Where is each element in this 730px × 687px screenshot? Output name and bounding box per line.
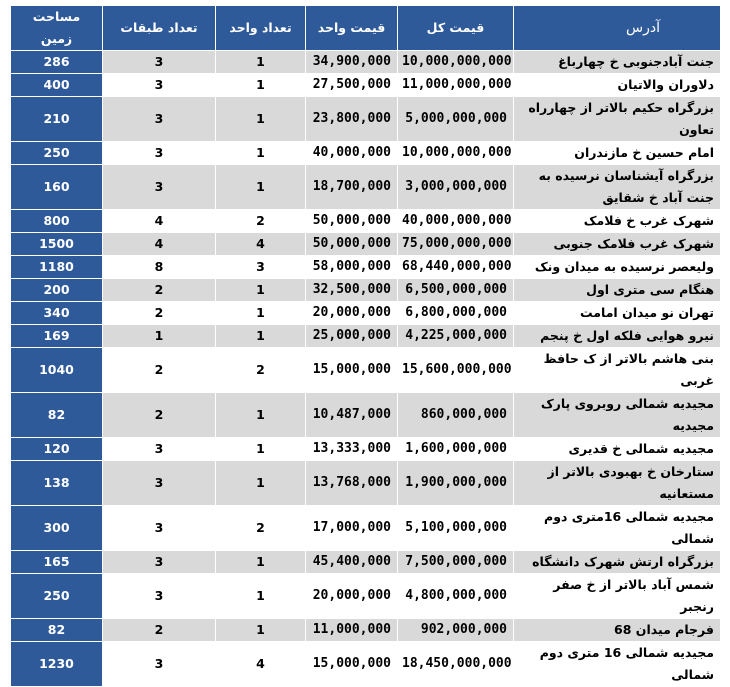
cell-address: مجیدیه شمالی 16متری دوم شمالی xyxy=(514,506,721,551)
cell-area: 400 xyxy=(11,74,103,97)
cell-address: بنی هاشم بالاتر از ک حافظ غربی xyxy=(514,348,721,393)
cell-unit-price: 45,400,000 xyxy=(306,551,398,574)
cell-unit-price: 23,800,000 xyxy=(306,97,398,142)
cell-total-price: 4,800,000,000 xyxy=(398,574,514,619)
cell-total-price: 3,000,000,000 xyxy=(398,165,514,210)
real-estate-price-table xyxy=(10,5,721,687)
cell-floors: 3 xyxy=(103,461,216,506)
cell-address: بزرگراه آیشناسان نرسیده به جنت آباد خ شقایق xyxy=(514,165,721,210)
cell-floors: 4 xyxy=(103,210,216,233)
cell-units: 4 xyxy=(216,642,306,687)
cell-address: هنگام سی متری اول xyxy=(514,279,721,302)
table-row xyxy=(11,142,721,165)
cell-area: 1180 xyxy=(11,256,103,279)
cell-total-price: 10,000,000,000 xyxy=(398,142,514,165)
cell-units: 2 xyxy=(216,506,306,551)
header-area: مساحت زمین xyxy=(11,6,103,51)
table-row xyxy=(11,302,721,325)
listing-table-container xyxy=(10,5,720,687)
cell-unit-price: 11,000,000 xyxy=(306,619,398,642)
cell-address: بزرگراه حکیم بالاتر از چهارراه تعاون xyxy=(514,97,721,142)
cell-unit-price: 17,000,000 xyxy=(306,506,398,551)
cell-units: 1 xyxy=(216,325,306,348)
cell-floors: 3 xyxy=(103,574,216,619)
cell-unit-price: 25,000,000 xyxy=(306,325,398,348)
cell-floors: 3 xyxy=(103,165,216,210)
cell-floors: 2 xyxy=(103,302,216,325)
table-row xyxy=(11,74,721,97)
table-row xyxy=(11,461,721,506)
table-row xyxy=(11,438,721,461)
cell-units: 1 xyxy=(216,393,306,438)
cell-total-price: 10,000,000,000 xyxy=(398,51,514,74)
cell-address: مجیدیه شمالی 16 متری دوم شمالی xyxy=(514,642,721,687)
cell-unit-price: 27,500,000 xyxy=(306,74,398,97)
cell-unit-price: 32,500,000 xyxy=(306,279,398,302)
cell-address: شمس آباد بالاتر از خ صفر رنجبر xyxy=(514,574,721,619)
cell-units: 1 xyxy=(216,461,306,506)
table-header-row xyxy=(11,6,721,51)
table-row xyxy=(11,233,721,256)
cell-units: 1 xyxy=(216,302,306,325)
cell-total-price: 5,000,000,000 xyxy=(398,97,514,142)
cell-total-price: 5,100,000,000 xyxy=(398,506,514,551)
cell-units: 4 xyxy=(216,233,306,256)
table-row xyxy=(11,256,721,279)
cell-units: 1 xyxy=(216,574,306,619)
cell-address: جنت آبادجنوبی خ چهارباغ xyxy=(514,51,721,74)
cell-total-price: 6,500,000,000 xyxy=(398,279,514,302)
cell-units: 1 xyxy=(216,74,306,97)
table-row xyxy=(11,97,721,142)
cell-floors: 3 xyxy=(103,438,216,461)
cell-floors: 3 xyxy=(103,51,216,74)
cell-units: 2 xyxy=(216,348,306,393)
cell-unit-price: 40,000,000 xyxy=(306,142,398,165)
cell-area: 286 xyxy=(11,51,103,74)
cell-unit-price: 13,768,000 xyxy=(306,461,398,506)
header-total-price: قیمت کل xyxy=(398,6,514,51)
cell-address: مجیدیه شمالی خ قدیری xyxy=(514,438,721,461)
cell-area: 169 xyxy=(11,325,103,348)
cell-floors: 2 xyxy=(103,348,216,393)
cell-units: 1 xyxy=(216,619,306,642)
cell-address: شهرک غرب فلامک جنوبی xyxy=(514,233,721,256)
cell-units: 3 xyxy=(216,256,306,279)
cell-total-price: 860,000,000 xyxy=(398,393,514,438)
cell-unit-price: 34,900,000 xyxy=(306,51,398,74)
cell-total-price: 7,500,000,000 xyxy=(398,551,514,574)
cell-floors: 2 xyxy=(103,279,216,302)
cell-units: 1 xyxy=(216,438,306,461)
cell-area: 160 xyxy=(11,165,103,210)
cell-address: دلاوران والاتیان xyxy=(514,74,721,97)
cell-address: ولیعصر نرسیده به میدان ونک xyxy=(514,256,721,279)
cell-floors: 3 xyxy=(103,642,216,687)
header-floors: تعداد طبقات xyxy=(103,6,216,51)
cell-total-price: 18,450,000,000 xyxy=(398,642,514,687)
cell-area: 138 xyxy=(11,461,103,506)
cell-total-price: 40,000,000,000 xyxy=(398,210,514,233)
cell-unit-price: 50,000,000 xyxy=(306,210,398,233)
table-row xyxy=(11,279,721,302)
cell-address: امام حسین خ مازندران xyxy=(514,142,721,165)
cell-total-price: 1,600,000,000 xyxy=(398,438,514,461)
cell-area: 1040 xyxy=(11,348,103,393)
cell-total-price: 4,225,000,000 xyxy=(398,325,514,348)
cell-area: 250 xyxy=(11,142,103,165)
cell-area: 200 xyxy=(11,279,103,302)
cell-area: 1230 xyxy=(11,642,103,687)
cell-area: 82 xyxy=(11,393,103,438)
cell-area: 165 xyxy=(11,551,103,574)
cell-floors: 1 xyxy=(103,325,216,348)
cell-unit-price: 18,700,000 xyxy=(306,165,398,210)
table-row xyxy=(11,551,721,574)
cell-unit-price: 50,000,000 xyxy=(306,233,398,256)
header-unit-price: قیمت واحد xyxy=(306,6,398,51)
table-row xyxy=(11,393,721,438)
cell-address: مجیدیه شمالی روبروی پارک مجیدیه xyxy=(514,393,721,438)
cell-floors: 4 xyxy=(103,233,216,256)
cell-area: 120 xyxy=(11,438,103,461)
table-body xyxy=(11,51,721,687)
cell-unit-price: 58,000,000 xyxy=(306,256,398,279)
cell-address: تهران نو میدان امامت xyxy=(514,302,721,325)
cell-total-price: 15,600,000,000 xyxy=(398,348,514,393)
table-row xyxy=(11,619,721,642)
cell-units: 1 xyxy=(216,51,306,74)
cell-unit-price: 13,333,000 xyxy=(306,438,398,461)
table-row xyxy=(11,348,721,393)
cell-total-price: 11,000,000,000 xyxy=(398,74,514,97)
table-row xyxy=(11,574,721,619)
cell-area: 82 xyxy=(11,619,103,642)
cell-floors: 3 xyxy=(103,551,216,574)
cell-address: فرجام میدان 68 xyxy=(514,619,721,642)
cell-address: شهرک غرب خ فلامک xyxy=(514,210,721,233)
table-row xyxy=(11,165,721,210)
cell-unit-price: 20,000,000 xyxy=(306,302,398,325)
cell-units: 1 xyxy=(216,279,306,302)
cell-total-price: 68,440,000,000 xyxy=(398,256,514,279)
table-row xyxy=(11,325,721,348)
cell-area: 250 xyxy=(11,574,103,619)
table-row xyxy=(11,51,721,74)
cell-area: 340 xyxy=(11,302,103,325)
cell-address: نیرو هوایی فلکه اول خ پنجم xyxy=(514,325,721,348)
cell-total-price: 1,900,000,000 xyxy=(398,461,514,506)
cell-area: 210 xyxy=(11,97,103,142)
cell-area: 800 xyxy=(11,210,103,233)
table-row xyxy=(11,506,721,551)
cell-unit-price: 15,000,000 xyxy=(306,642,398,687)
cell-address: ستارخان خ بهبودی بالاتر از مستعانیه xyxy=(514,461,721,506)
cell-address: بزرگراه ارتش شهرک دانشگاه xyxy=(514,551,721,574)
cell-unit-price: 10,487,000 xyxy=(306,393,398,438)
cell-floors: 2 xyxy=(103,393,216,438)
cell-floors: 3 xyxy=(103,74,216,97)
cell-unit-price: 20,000,000 xyxy=(306,574,398,619)
cell-total-price: 6,800,000,000 xyxy=(398,302,514,325)
cell-floors: 8 xyxy=(103,256,216,279)
cell-area: 300 xyxy=(11,506,103,551)
cell-floors: 2 xyxy=(103,619,216,642)
cell-floors: 3 xyxy=(103,506,216,551)
cell-units: 1 xyxy=(216,165,306,210)
cell-unit-price: 15,000,000 xyxy=(306,348,398,393)
table-row xyxy=(11,210,721,233)
cell-units: 1 xyxy=(216,142,306,165)
header-address: آدرس xyxy=(514,6,721,51)
cell-total-price: 75,000,000,000 xyxy=(398,233,514,256)
cell-units: 1 xyxy=(216,551,306,574)
cell-units: 2 xyxy=(216,210,306,233)
cell-floors: 3 xyxy=(103,142,216,165)
cell-units: 1 xyxy=(216,97,306,142)
header-units: تعداد واحد xyxy=(216,6,306,51)
cell-total-price: 902,000,000 xyxy=(398,619,514,642)
cell-area: 1500 xyxy=(11,233,103,256)
cell-floors: 3 xyxy=(103,97,216,142)
